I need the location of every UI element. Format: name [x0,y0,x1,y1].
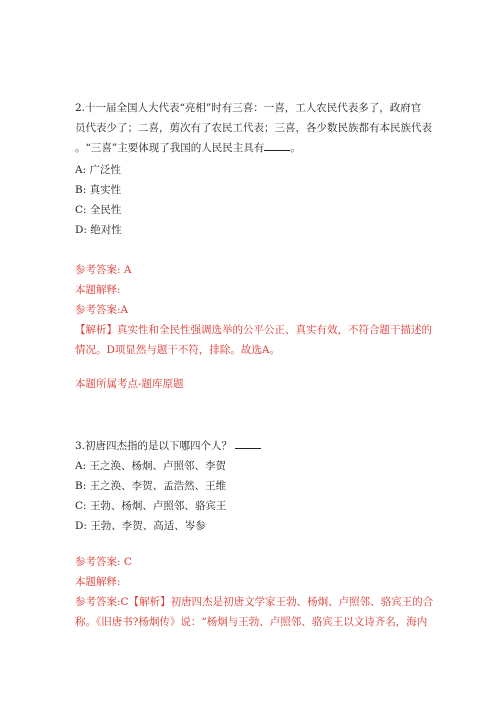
question-2-line-2: 员代表少了；二喜，剪次有了农民工代表；三喜，各少数民族都有本民族代表 [75,122,432,134]
source-note: 本题所属考点-题库原题 [75,378,184,390]
q3-option-c: C: 王勃、杨炯、卢照邻、骆宾王 [75,500,227,512]
answer-blank-3 [235,437,261,449]
question-3-answer-section [75,552,435,632]
explanation-label: 本题解释: [75,284,121,296]
question-2-line-3 [75,138,435,158]
q3-option-a: A: 王之涣、杨炯、卢照邻、李贺 [75,460,226,472]
analysis-line-1 [75,320,435,340]
q3-answer-reference: 参考答案: C [75,556,132,568]
analysis-tag: 【解析】 [75,324,117,336]
question-3 [75,436,435,536]
question-2-options [75,160,435,240]
answer-reference-2: 参考答案:A [75,304,129,316]
option-d: D: 绝对性 [75,224,122,236]
q3-analysis-line-2: 称。《旧唐书?杨炯传》说：“杨炯与王勃、卢照邻、骆宾王以文诗齐名，海内 [75,616,428,628]
option-b: B: 真实性 [75,184,122,196]
q3-analysis-line-1 [75,592,435,612]
question-2 [75,98,435,158]
question-2-answer-section [75,260,435,360]
q3-answer-reference-2: 参考答案:C [75,596,129,608]
q3-option-d: D: 王勃、李贺、高适、岑参 [75,520,206,532]
question-2-line-1: 2.十一届全国人大代表“亮相”时有三喜：一喜，工人农民代表多了，政府官 [75,102,422,114]
q3-explanation-label: 本题解释: [75,576,121,588]
question-3-stem: 3.初唐四杰指的是以下哪四个人？ [75,440,233,452]
option-a: A: 广泛性 [75,164,121,176]
analysis-text-1: 真实性和全民性强调选举的公平公正、真实有效，不符合题干描述的 [117,324,432,336]
question-3-text [75,436,435,456]
option-c: C: 全民性 [75,204,122,216]
answer-reference: 参考答案: A [75,264,132,276]
q3-option-b: B: 王之涣、李贺、孟浩然、王维 [75,480,227,492]
question-2-line-3-text: 。“三喜”主要体现了我国的人民民主具有 [75,142,265,154]
question-2-source [75,374,435,394]
answer-blank [264,139,290,151]
q3-analysis-text-1: 初唐四杰是初唐文学家王勃、杨炯、卢照邻、骆宾王的合 [170,596,434,608]
q3-analysis-tag: 【解析】 [128,596,171,608]
question-2-line-3-end: 。 [290,142,301,154]
analysis-line-2: 情况。D项显然与题干不符，排除。故选A。 [75,344,281,356]
